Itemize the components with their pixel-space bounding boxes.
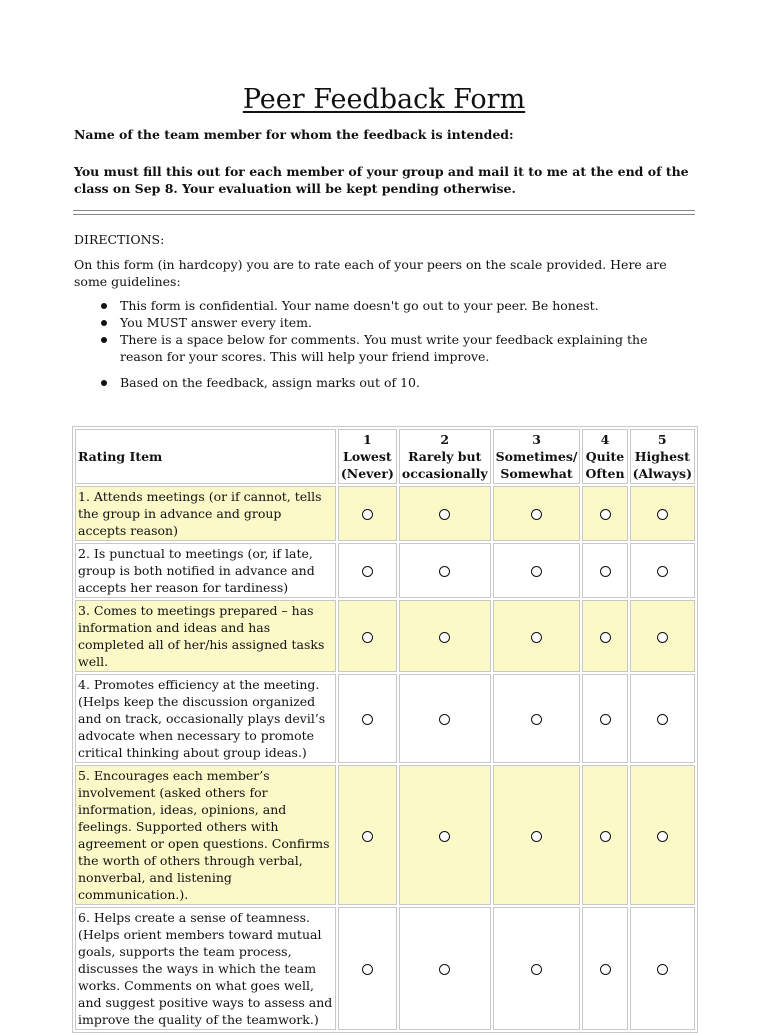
radio-option-4[interactable] (600, 964, 611, 975)
radio-option-5[interactable] (657, 632, 668, 643)
rating-cell (399, 543, 491, 598)
rating-cell (630, 486, 695, 541)
scale-header-1: 1 Lowest (Never) (338, 429, 397, 484)
section-divider (73, 210, 695, 215)
scale-header-5: 5 Highest (Always) (630, 429, 695, 484)
page-title: Peer Feedback Form (242, 84, 526, 115)
submission-instruction: You must fill this out for each member of your group and mail it to me at the end of the class on Sep 8. Your evaluation will be kept pending otherwise. (74, 164, 689, 196)
rating-cell (582, 765, 627, 905)
rating-cell (493, 765, 581, 905)
guideline-item: Based on the feedback, assign marks out of 10. (74, 374, 694, 391)
rating-cell (493, 600, 581, 672)
radio-option-3[interactable] (531, 632, 542, 643)
radio-option-3[interactable] (531, 964, 542, 975)
radio-option-4[interactable] (600, 566, 611, 577)
rating-cell (630, 543, 695, 598)
rating-cell (338, 674, 397, 763)
guideline-item: There is a space below for comments. You must write your feedback explaining the reason for your scores. This will help your friend improve. (74, 331, 694, 365)
radio-option-2[interactable] (439, 632, 450, 643)
guideline-item: This form is confidential. Your name doesn't go out to your peer. Be honest. (74, 297, 694, 314)
table-row (75, 543, 695, 598)
rating-cell (338, 486, 397, 541)
rating-table (72, 426, 698, 1033)
table-row (75, 907, 695, 1030)
rating-item-text: 1. Attends meetings (or if cannot, tells the group in advance and group accepts reason) (75, 486, 336, 541)
rating-cell (582, 486, 627, 541)
rating-cell (493, 907, 581, 1030)
radio-option-1[interactable] (362, 831, 373, 842)
directions-heading: DIRECTIONS: (74, 232, 165, 247)
rating-cell (399, 907, 491, 1030)
radio-option-3[interactable] (531, 714, 542, 725)
table-row (75, 765, 695, 905)
rating-cell (399, 765, 491, 905)
radio-option-2[interactable] (439, 831, 450, 842)
rating-cell (338, 907, 397, 1030)
scale-header-2: 2 Rarely but occasionally (399, 429, 491, 484)
radio-option-5[interactable] (657, 964, 668, 975)
rating-cell (399, 600, 491, 672)
radio-option-2[interactable] (439, 509, 450, 520)
rating-cell (338, 765, 397, 905)
rating-item-text: 6. Helps create a sense of teamness. (Helps orient members toward mutual goals, supports the team process, discusses the ways in which the team works. Comments on what goes well, and suggest positive ways to assess and improve the quality of the teamwork.) (75, 907, 336, 1030)
radio-option-4[interactable] (600, 831, 611, 842)
rating-cell (582, 674, 627, 763)
rating-cell (582, 600, 627, 672)
rating-cell (582, 543, 627, 598)
radio-option-5[interactable] (657, 831, 668, 842)
guidelines-list (74, 297, 694, 391)
radio-option-3[interactable] (531, 831, 542, 842)
radio-option-4[interactable] (600, 714, 611, 725)
radio-option-5[interactable] (657, 509, 668, 520)
radio-option-2[interactable] (439, 566, 450, 577)
rating-cell (493, 486, 581, 541)
radio-option-5[interactable] (657, 714, 668, 725)
rating-cell (338, 600, 397, 672)
rating-cell (493, 674, 581, 763)
radio-option-2[interactable] (439, 714, 450, 725)
rating-cell (493, 543, 581, 598)
rating-cell (630, 907, 695, 1030)
guideline-item: You MUST answer every item. (74, 314, 694, 331)
radio-option-4[interactable] (600, 509, 611, 520)
radio-option-5[interactable] (657, 566, 668, 577)
radio-option-2[interactable] (439, 964, 450, 975)
table-row (75, 674, 695, 763)
rating-item-header: Rating Item (75, 429, 336, 484)
rating-item-text: 5. Encourages each member’s involvement (asked others for information, ideas, opinions, and feelings. Supported others with agreement or open questions. Confirms the worth of others through verbal, nonverbal, and listening communication.). (75, 765, 336, 905)
table-header-row (75, 429, 695, 484)
rating-cell (399, 674, 491, 763)
radio-option-1[interactable] (362, 566, 373, 577)
directions-intro: On this form (in hardcopy) you are to rate each of your peers on the scale provided. Here are some guidelines: (74, 257, 667, 289)
radio-option-3[interactable] (531, 509, 542, 520)
rating-cell (630, 674, 695, 763)
rating-item-text: 2. Is punctual to meetings (or, if late, group is both notified in advance and accepts her reason for tardiness) (75, 543, 336, 598)
rating-cell (338, 543, 397, 598)
radio-option-4[interactable] (600, 632, 611, 643)
scale-header-4: 4 Quite Often (582, 429, 627, 484)
scale-header-3: 3 Sometimes/ Somewhat (493, 429, 581, 484)
radio-option-3[interactable] (531, 566, 542, 577)
rating-cell (630, 600, 695, 672)
radio-option-1[interactable] (362, 509, 373, 520)
rating-item-text: 3. Comes to meetings prepared – has information and ideas and has completed all of her/his assigned tasks well. (75, 600, 336, 672)
rating-item-text: 4. Promotes efficiency at the meeting. (Helps keep the discussion organized and on track, occasionally plays devil’s advocate when necessary to promote critical thinking about group ideas.) (75, 674, 336, 763)
table-row (75, 600, 695, 672)
rating-cell (582, 907, 627, 1030)
rating-cell (630, 765, 695, 905)
table-row (75, 486, 695, 541)
radio-option-1[interactable] (362, 632, 373, 643)
rating-cell (399, 486, 491, 541)
radio-option-1[interactable] (362, 964, 373, 975)
intended-member-label: Name of the team member for whom the feedback is intended: (74, 127, 514, 142)
radio-option-1[interactable] (362, 714, 373, 725)
